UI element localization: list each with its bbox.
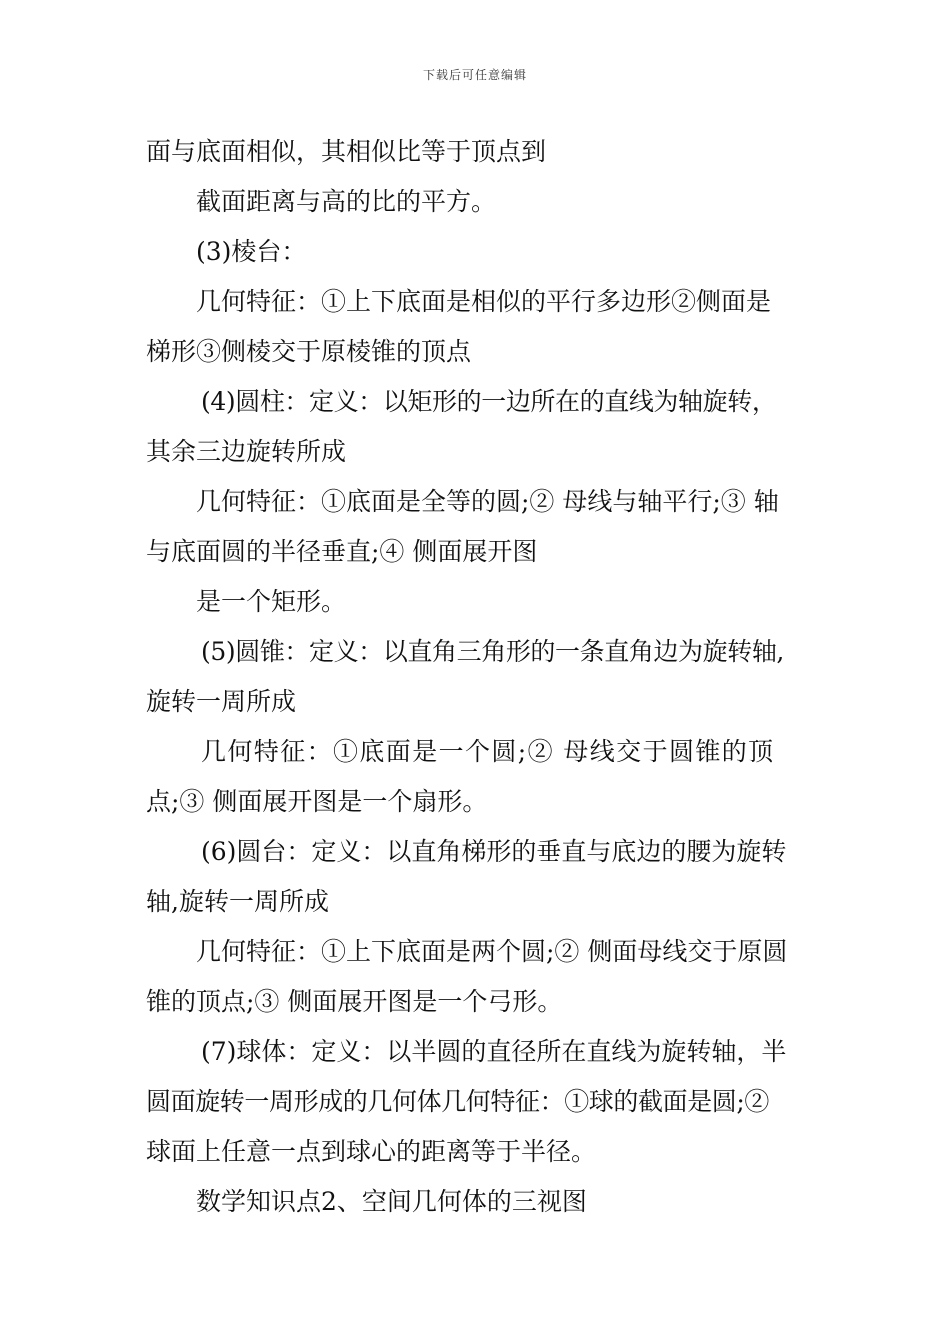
paragraph-line: (4)圆柱：定义：以矩形的一边所在的直线为轴旋转， (201, 387, 777, 416)
paragraph-line: (5)圆锥：定义：以直角三角形的一条直角边为旋转轴, (201, 637, 784, 666)
paragraph-line: (7)球体：定义：以半圆的直径所在直线为旋转轴，半 (201, 1037, 787, 1066)
paragraph-line: 是一个矩形。 (196, 587, 347, 616)
paragraph-line: 面与底面相似，其相似比等于顶点到 (146, 137, 547, 166)
page-header: 下载后可任意编辑 (422, 68, 527, 82)
paragraph-line: 截面距离与高的比的平方。 (196, 187, 497, 216)
paragraph-line: 几何特征：①上下底面是相似的平行多边形②侧面是 (196, 287, 772, 316)
document-body (146, 127, 811, 1227)
paragraph-line: 锥的顶点;③ 侧面展开图是一个弓形。 (146, 987, 563, 1016)
paragraph-line: 梯形③侧棱交于原棱锥的顶点 (146, 337, 472, 366)
section-heading-frustum-pyramid: (3)棱台： (196, 237, 307, 266)
paragraph-line: 点;③ 侧面展开图是一个扇形。 (146, 787, 488, 816)
paragraph-line: 几何特征：①底面是全等的圆;② 母线与轴平行;③ 轴 (196, 487, 779, 516)
paragraph-line: 球面上任意一点到球心的距离等于半径。 (146, 1137, 597, 1166)
paragraph-line: 轴,旋转一周所成 (146, 887, 329, 916)
paragraph-line: 旋转一周所成 (146, 687, 297, 716)
paragraph-line: 几何特征：①底面是一个圆;② 母线交于圆锥的顶 (201, 737, 775, 766)
section-heading-three-views: 数学知识点2、空间几何体的三视图 (196, 1187, 587, 1216)
paragraph-line: 几何特征：①上下底面是两个圆;② 侧面母线交于原圆 (196, 937, 788, 966)
paragraph-line: (6)圆台：定义：以直角梯形的垂直与底边的腰为旋转 (201, 837, 787, 866)
paragraph-line: 圆面旋转一周形成的几何体几何特征：①球的截面是圆;② (146, 1087, 770, 1116)
paragraph-line: 与底面圆的半径垂直;④ 侧面展开图 (146, 537, 538, 566)
paragraph-line: 其余三边旋转所成 (146, 437, 347, 466)
